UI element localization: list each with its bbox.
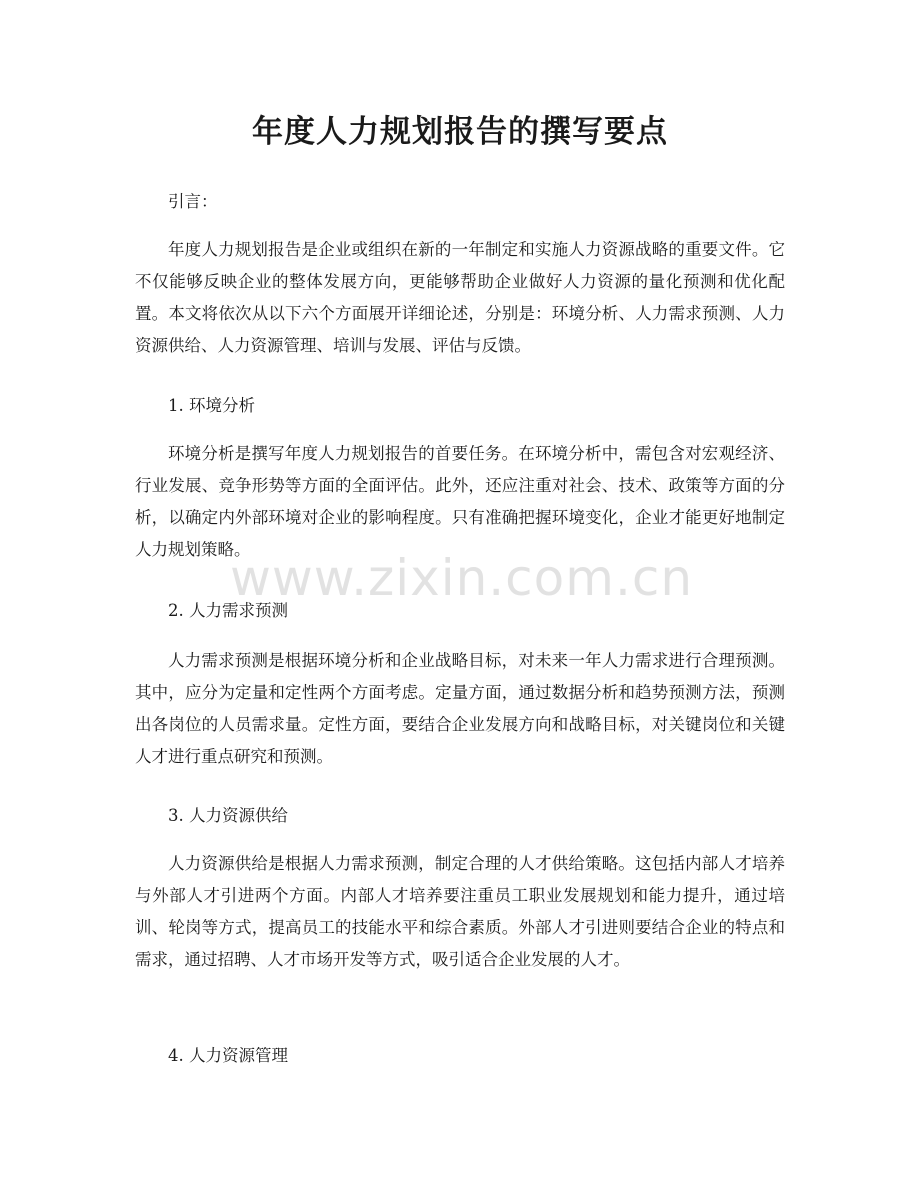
intro-label: 引言： (168, 192, 218, 211)
section-heading-environment: 1. 环境分析 (168, 396, 255, 415)
section-body-demand-forecast: 人力需求预测是根据环境分析和企业战略目标，对未来一年人力需求进行合理预测。其中，应分为定量和定性两个方面考虑。定量方面，通过数据分析和趋势预测方法，预测出各岗位的人员需求量。定性方面，要结合企业发展方向和战略目标，对关键岗位和关键人才进行重点研究和预测。 (135, 651, 785, 766)
watermark-text: www.zixin.com.cn (230, 549, 694, 607)
section-heading-supply: 3. 人力资源供给 (168, 806, 288, 825)
section-heading-management: 4. 人力资源管理 (168, 1046, 288, 1065)
section-body-supply: 人力资源供给是根据人力需求预测，制定合理的人才供给策略。这包括内部人才培养与外部人才引进两个方面。内部人才培养要注重员工职业发展规划和能力提升，通过培训、轮岗等方式，提高员工的技能水平和综合素质。外部人才引进则要结合企业的特点和需求，通过招聘、人才市场开发等方式，吸引适合企业发展的人才。 (135, 854, 785, 969)
section-heading-demand-forecast: 2. 人力需求预测 (168, 601, 288, 620)
section-body-environment: 环境分析是撰写年度人力规划报告的首要任务。在环境分析中，需包含对宏观经济、行业发展、竞争形势等方面的全面评估。此外，还应注重对社会、技术、政策等方面的分析，以确定内外部环境对企业的影响程度。只有准确把握环境变化，企业才能更好地制定人力规划策略。 (135, 444, 785, 559)
intro-paragraph: 年度人力规划报告是企业或组织在新的一年制定和实施人力资源战略的重要文件。它不仅能够反映企业的整体发展方向，更能够帮助企业做好人力资源的量化预测和优化配置。本文将依次从以下六个方面展开详细论述，分别是：环境分析、人力需求预测、人力资源供给、人力资源管理、培训与发展、评估与反馈。 (135, 240, 785, 355)
document-title: 年度人力规划报告的撰写要点 (252, 114, 668, 150)
